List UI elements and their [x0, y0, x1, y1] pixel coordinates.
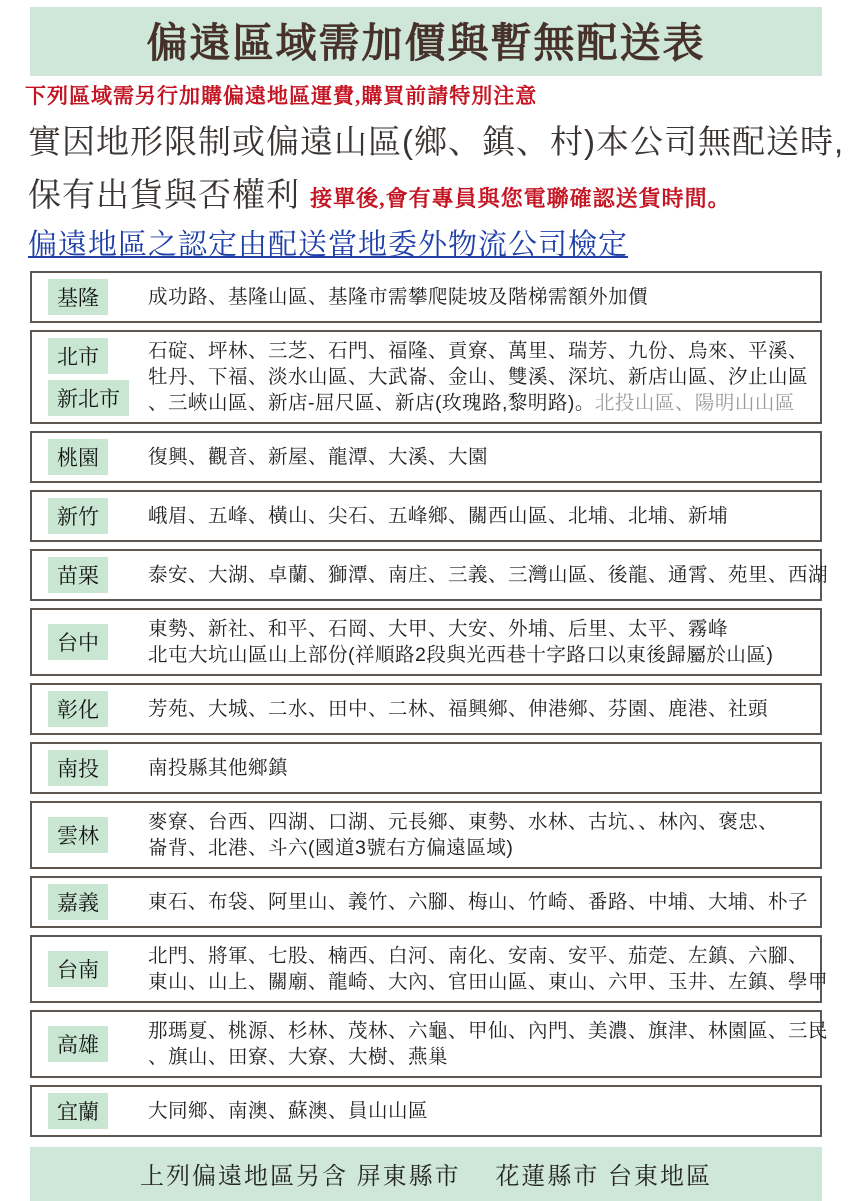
- title-banner: [30, 7, 822, 76]
- region-label: 新北市: [48, 380, 129, 416]
- policy-line-2-main: 保有出貨與否權利: [28, 176, 300, 213]
- footer-banner: 上列偏遠地區另含 屏東縣市 花蓮縣市 台東地區: [30, 1147, 822, 1201]
- policy-line-3: 偏遠地區之認定由配送當地委外物流公司檢定: [28, 229, 629, 261]
- region-content: 南投縣其他鄉鎮: [148, 757, 289, 779]
- region-label-column: [40, 624, 134, 660]
- region-content: 東勢、新社、和平、石岡、大甲、大安、外埔、后里、太平、霧峰 北屯大坑山區山上部份(祥順路2段與光西巷十字路口以東後歸屬於山區): [148, 618, 774, 666]
- region-label-column: [40, 498, 134, 534]
- region-label-column: [40, 884, 134, 920]
- region-content: 峨眉、五峰、橫山、尖石、五峰鄉、關西山區、北埔、北埔、新埔: [148, 505, 729, 527]
- region-label: 新竹: [48, 498, 108, 534]
- region-label: 苗栗: [48, 557, 108, 593]
- region-label: 宜蘭: [48, 1093, 108, 1129]
- table-row: [30, 683, 822, 735]
- table-row: [30, 490, 822, 542]
- table-row: [30, 801, 822, 869]
- region-label-column: [40, 279, 134, 315]
- table-row: [30, 431, 822, 483]
- policy-line-1: 實因地形限制或偏遠山區(鄉、鎮、村)本公司無配送時,: [28, 123, 845, 160]
- region-label-column: [40, 951, 134, 987]
- region-label-column: [40, 439, 134, 475]
- region-label: 台中: [48, 624, 108, 660]
- region-label-column: [40, 691, 134, 727]
- table-row: [30, 742, 822, 794]
- region-content: 芳苑、大城、二水、田中、二林、福興鄉、伸港鄉、芬園、鹿港、社頭: [148, 698, 769, 720]
- table-row: [30, 935, 829, 1003]
- region-label-column: [40, 1026, 134, 1062]
- region-label: 北市: [48, 338, 108, 374]
- page-title: 偏遠區域需加價與暫無配送表: [146, 20, 706, 66]
- table-row: [30, 1010, 829, 1078]
- region-label: 台南: [48, 951, 108, 987]
- region-content: 那瑪夏、桃源、杉林、茂林、六龜、甲仙、內門、美濃、旗津、林園區、三民 、旗山、田寮、大寮、大樹、燕巢: [148, 1020, 829, 1068]
- region-content: 石碇、坪林、三芝、石門、福隆、貢寮、萬里、瑞芳、九份、烏來、平溪、 牡丹、下福、淡水山區、大武崙、金山、雙溪、深坑、新店山區、汐止山區 、三峽山區、新店-屈尺區、新店(玫瑰路,黎明路)。北投山區、陽明山山區: [148, 340, 809, 414]
- table-row: [30, 876, 822, 928]
- region-content: 復興、觀音、新屋、龍潭、大溪、大園: [148, 446, 489, 468]
- policy-line-2: [28, 169, 850, 216]
- region-label: 桃園: [48, 439, 108, 475]
- region-content: 東石、布袋、阿里山、義竹、六腳、梅山、竹崎、番路、中埔、大埔、朴子: [148, 891, 809, 913]
- region-label-column: [40, 338, 134, 416]
- region-label: 雲林: [48, 817, 108, 853]
- region-label-column: [40, 557, 134, 593]
- regions-table: [30, 271, 829, 1137]
- region-content: 北門、將軍、七股、楠西、白河、南化、安南、安平、茄萣、左鎮、六腳、 東山、山上、關廟、龍崎、大內、官田山區、東山、六甲、玉井、左鎮、學甲: [148, 945, 829, 993]
- table-row: [30, 549, 829, 601]
- region-content: 泰安、大湖、卓蘭、獅潭、南庄、三義、三灣山區、後龍、通霄、苑里、西湖: [148, 564, 829, 586]
- region-label: 嘉義: [48, 884, 108, 920]
- region-label-column: [40, 750, 134, 786]
- table-row: [30, 330, 822, 424]
- table-row: [30, 608, 822, 676]
- region-label: 高雄: [48, 1026, 108, 1062]
- region-label: 彰化: [48, 691, 108, 727]
- policy-line-2-note: 接單後,會有專員與您電聯確認送貨時間。: [310, 186, 731, 211]
- region-label: 基隆: [48, 279, 108, 315]
- table-row: [30, 271, 822, 323]
- surcharge-notice-text: 下列區域需另行加購偏遠地區運費,購買前請特別注意: [25, 84, 538, 108]
- region-label-column: [40, 817, 134, 853]
- region-content: 成功路、基隆山區、基隆市需攀爬陡坡及階梯需額外加價: [148, 286, 649, 308]
- region-content: 大同鄉、南澳、蘇澳、員山山區: [148, 1100, 429, 1122]
- region-content: 麥寮、台西、四湖、口湖、元長鄉、東勢、水林、古坑、、林內、褒忠、 崙背、北港、斗六(國道3號右方偏遠區域): [148, 811, 779, 859]
- region-label: 南投: [48, 750, 108, 786]
- region-label-column: [40, 1093, 134, 1129]
- table-row: [30, 1085, 822, 1137]
